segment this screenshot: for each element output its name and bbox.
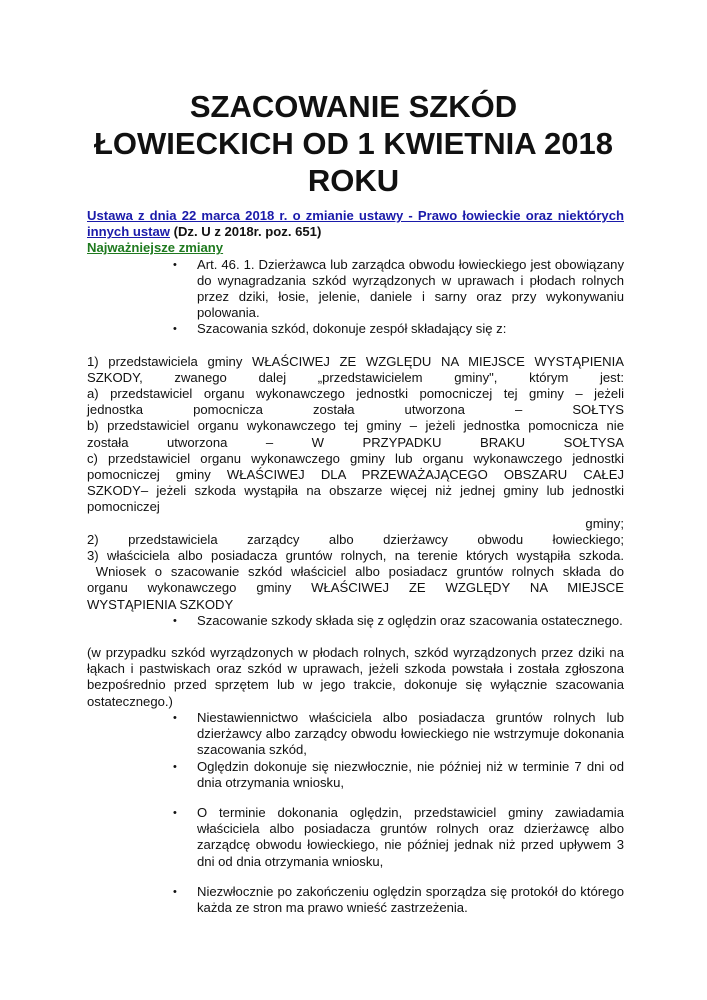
law-reference-suffix: (Dz. U z 2018r. poz. 651) (169, 224, 322, 240)
list-item-text: Szacowania szkód, dokonuje zespół składający się z: (197, 321, 507, 337)
bullet-icon: • (173, 711, 177, 724)
text-line: a) przedstawiciel organu wykonawczego jednostki pomocniczej tej gminy – jeżeli (87, 386, 624, 402)
list-item (173, 804, 624, 870)
text-line: WYSTĄPIENIA SZKODY (87, 596, 234, 612)
text-line: 1) przedstawiciela gminy WŁAŚCIWEJ ZE WZGLĘDU NA MIEJSCE WYSTĄPIENIA (87, 353, 624, 369)
document-body (87, 208, 624, 916)
text-line: c) przedstawiciel organu wykonawczego gminy lub organu wykonawczego jednostki (87, 450, 624, 466)
team-composition (87, 354, 624, 613)
changes-heading[interactable]: Najważniejsze zmiany (87, 240, 224, 256)
text-line: pomocniczej gminy WŁAŚCIWEJ DLA PRZEWAŻAJĄCEGO OBSZARU CAŁEJ (87, 467, 624, 483)
bullet-list-2 (87, 613, 624, 629)
text-line: b) przedstawiciel organu wykonawczego tej gminy – jeżeli jednostka pomocnicza nie (87, 418, 624, 434)
list-item-text: Art. 46. 1. Dzierżawca lub zarządca obwodu łowieckiego jest obowiązany do wynagradzania szkód wyrządzonych w uprawach i płodach rolnych przez dziki, łosie, jelenie, daniele i sarny oraz przy wykonywaniu polowania. (197, 256, 624, 321)
list-item (173, 709, 624, 759)
title-line-2: ŁOWIECKICH OD 1 KWIETNIA 2018 (93, 126, 614, 161)
note-paragraph: (w przypadku szkód wyrządzonych w płodach rolnych, szkód wyrządzonych przez dziki na łąkach i pastwiskach oraz szkód w uprawach, jeżeli szkoda powstała i została zgłoszona bezpośrednio przed sprzętem lub w jego trakcie, dokonuje się wyłącznie szacowania ostatecznego.) (87, 645, 624, 709)
spacer (87, 629, 624, 645)
list-item-text: Szacowanie szkody składa się z oględzin oraz szacowania ostatecznego. (197, 612, 623, 628)
bullet-icon: • (173, 806, 177, 819)
list-item-text: Niezwłocznie po zakończeniu oględzin sporządza się protokół do którego każda ze stron ma prawo wnieść zastrzeżenia. (197, 883, 624, 915)
text-line: pomocniczej (87, 499, 160, 515)
title-line-3: ROKU (307, 163, 400, 198)
list-item-text: O terminie dokonania oględzin, przedstawiciel gminy zawiadamia właściciela albo posiadacza gruntów rolnych oraz dzierżawcę albo zarządcę obwodu łowieckiego, nie później jednak niż przed upływem 3 dni od dnia otrzymania wniosku, (197, 804, 624, 869)
list-item (173, 758, 624, 791)
spacer (87, 338, 624, 354)
list-item-text: Niestawiennictwo właściciela albo posiadacza gruntów rolnych lub dzierżawcy albo zarządcy obwodu łowieckiego nie wstrzymuje dokonania szacowania szkód, (197, 709, 624, 758)
list-item (173, 321, 624, 337)
bullet-icon: • (173, 323, 177, 336)
text-line: SZKODY– jeżeli szkoda wystąpiła na obszarze więcej niż jednej gminy lub jednostki (87, 483, 624, 499)
bullet-list-1 (87, 257, 624, 338)
text-line: gminy; (585, 515, 624, 531)
bullet-icon: • (173, 760, 177, 773)
list-item-text: Oględzin dokonuje się niezwłocznie, nie później niż w terminie 7 dni od dnia otrzymania wniosku, (197, 758, 624, 790)
page-title (60, 88, 647, 199)
bullet-list-3 (87, 710, 624, 916)
list-item (173, 883, 624, 916)
list-item (173, 256, 624, 322)
bullet-icon: • (173, 614, 177, 627)
title-line-1: SZACOWANIE SZKÓD (189, 89, 518, 124)
bullet-icon: • (173, 258, 177, 271)
text-line: Wniosek o szacowanie szkód właściciel albo posiadacz gruntów rolnych składa do (87, 564, 624, 580)
text-line: 2) przedstawiciela zarządcy albo dzierżawcy obwodu łowieckiego; (87, 531, 624, 547)
text-line: SZKODY, zwanego dalej „przedstawicielem gminy", którym jest: (87, 369, 624, 385)
bullet-icon: • (173, 885, 177, 898)
text-line: jednostka pomocnicza została utworzona – SOŁTYS (87, 402, 624, 418)
text-line: została utworzona – W PRZYPADKU BRAKU SOŁTYSA (87, 434, 624, 450)
law-reference (87, 208, 624, 240)
text-line: 3) właściciela albo posiadacza gruntów rolnych, na terenie których wystąpiła szkoda. (87, 548, 624, 564)
list-item (173, 612, 624, 629)
law-link[interactable]: Ustawa z dnia 22 marca 2018 r. o zmianie ustawy - Prawo łowieckie oraz niektórych innych ustaw (87, 208, 624, 240)
text-line: organu wykonawczego gminy WŁAŚCIWEJ ZE WZGLĘDY NA MIEJSCE (87, 580, 624, 596)
